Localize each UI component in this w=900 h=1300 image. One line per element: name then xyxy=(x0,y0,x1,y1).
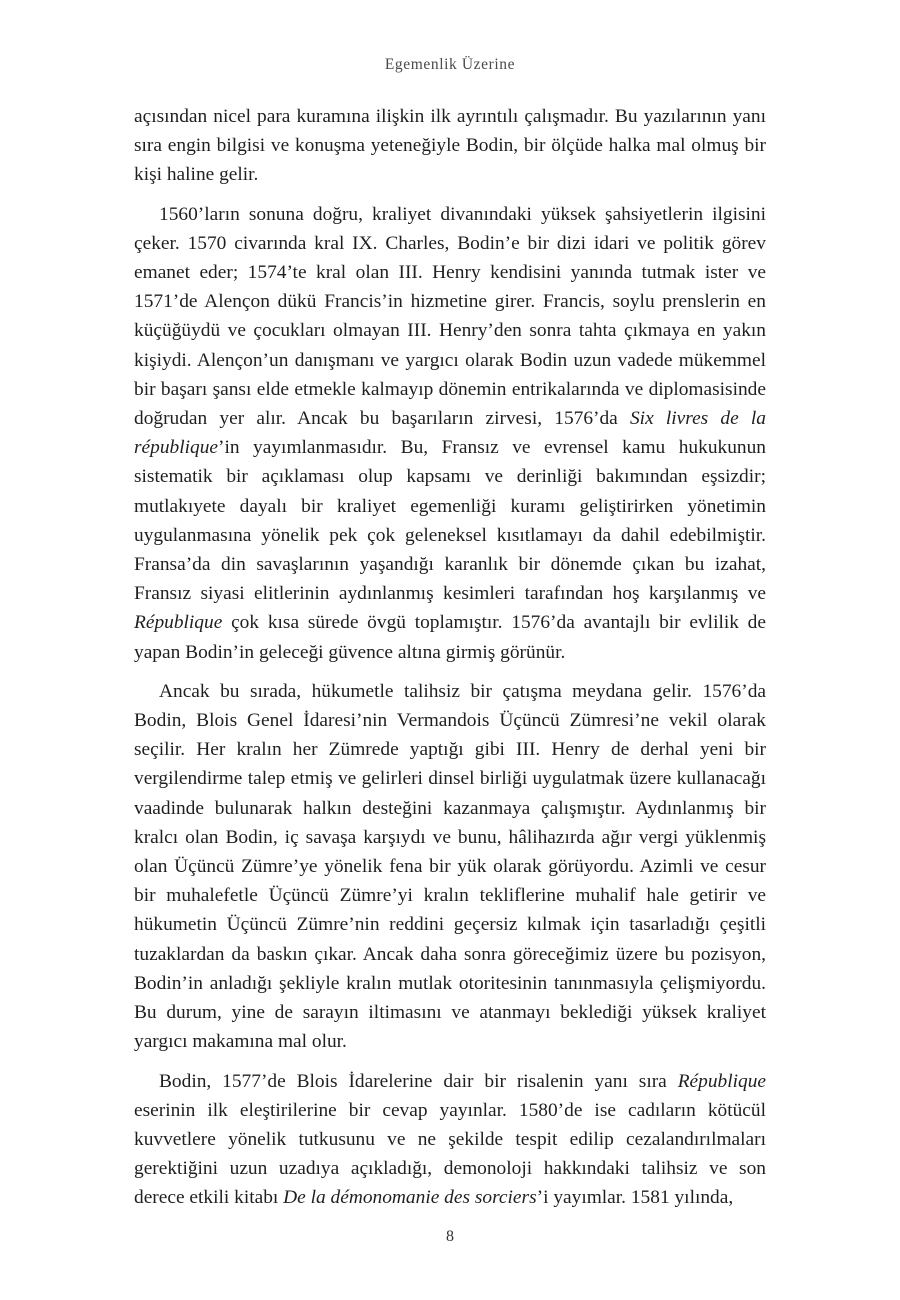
italic-title: République xyxy=(677,1070,766,1092)
italic-title: De la démonomanie des sorciers xyxy=(283,1187,537,1209)
paragraph xyxy=(134,102,766,190)
text-run: açısından nicel para kuramına ilişkin ilk ayrıntılı çalışmadır. Bu yazılarının yanı sıra engin bilgisi ve konuşma yeteneğiyle Bodin, bir ölçüde halka mal olmuş bir kişi haline gelir. xyxy=(134,106,766,186)
text-run: ’in yayımlanmasıdır. Bu, Fransız ve evrensel kamu hukukunun sistematik bir açıklaması olup kapsamı ve derinliği bakımından eşsizdir; mutlakıyete dayalı bir kraliyet egemenliği kuramı geliştirirken yönetimin uygulanmasına yönelik pek çok geleneksel kısıtlamayı da dahil edebilmiştir. Fransa’da din savaşlarının yaşandığı karanlık bir dönemde çıkan bu izahat, Fransız siyasi elitlerinin aydınlanmış kesimleri tarafından hoş karşılanmış ve xyxy=(134,437,766,605)
text-run: eserinin ilk eleştirilerine bir cevap yayınlar. 1580’de ise cadıların kötücül kuvvetlere yönelik tutkusunu ve ne şekilde tespit edilip cezalandırılmaları gerektiğini uzun uzadıya açıkladığı, demonoloji hakkındaki talihsiz ve son derece etkili kitabı xyxy=(134,1099,766,1209)
running-head: Egemenlik Üzerine xyxy=(384,56,516,73)
text-run: Ancak bu sırada, hükumetle talihsiz bir çatışma meydana gelir. 1576’da Bodin, Blois Genel İdaresi’nin Vermandois Üçüncü Zümresi’ne vekil olarak seçilir. Her kralın her Zümrede yaptığı gibi III. Henry de derhal yeni bir vergilendirme talep etmiş ve gelirleri dinsel birliği uygulatmak üzere kullanacağı vaadinde bulunarak halkın desteğini kazanmaya çalışmıştır. Aydınlanmış bir kralcı olan Bodin, iç savaşa karşıydı ve bunu, hâlihazırda ağır vergi yüklenmiş olan Üçüncü Zümre’ye yönelik fena bir yük olarak görüyordu. Azimli ve cesur bir muhalefetle Üçüncü Zümre’yi kralın tekliflerine muhalif hale getirir ve hükumetin Üçüncü Zümre’nin reddini geçersiz kılmak için tasarladığı çeşitli tuzaklardan da baskın çıkar. Ancak daha sonra göreceğimiz üzere bu pozisyon, Bodin’in anladığı şekliyle kralın mutlak otoritesinin tanınmasıyla çelişmiyordu. Bu durum, yine de sarayın iltimasını ve atanmayı beklediği yüksek kraliyet yargıcı makamına mal olur. xyxy=(134,680,766,1053)
text-run: 1560’ların sonuna doğru, kraliyet divanındaki yüksek şahsiyetlerin ilgisini çeker. 1570 civarında kral IX. Charles, Bodin’e bir dizi idari ve politik görev emanet eder; 1574’te kral olan III. Henry kendisini yanında tutmak ister ve 1571’de Alençon dükü Francis’in hizmetine girer. Francis, soylu prenslerin en küçüğüydü ve çocukları olmayan III. Henry’den sonra tahta çıkmaya en yakın kişiydi. Alençon’un danışmanı ve yargıcı olarak Bodin uzun vadede mükemmel bir başarı şansı elde etmekle kalmayıp dönemin entrikalarında ve diplomasisinde doğrudan yer alır. Ancak bu başarıların zirvesi, 1576’da xyxy=(134,203,766,430)
page-number: 8 xyxy=(446,1228,454,1245)
paragraph xyxy=(134,1067,766,1213)
text-run: Bodin, 1577’de Blois İdarelerine dair bir risalenin yanı sıra xyxy=(159,1070,678,1092)
paragraph xyxy=(134,677,766,1057)
paragraph xyxy=(134,200,766,667)
text-run: çok kısa sürede övgü toplamıştır. 1576’da avantajlı bir evlilik de yapan Bodin’in geleceği güvence altına girmiş görünür. xyxy=(134,612,766,663)
italic-title: République xyxy=(134,612,223,634)
text-run: ’i yayımlar. 1581 yılında, xyxy=(536,1187,734,1209)
italic-title: Six livres de la république xyxy=(134,408,766,459)
body-text xyxy=(134,102,766,1223)
